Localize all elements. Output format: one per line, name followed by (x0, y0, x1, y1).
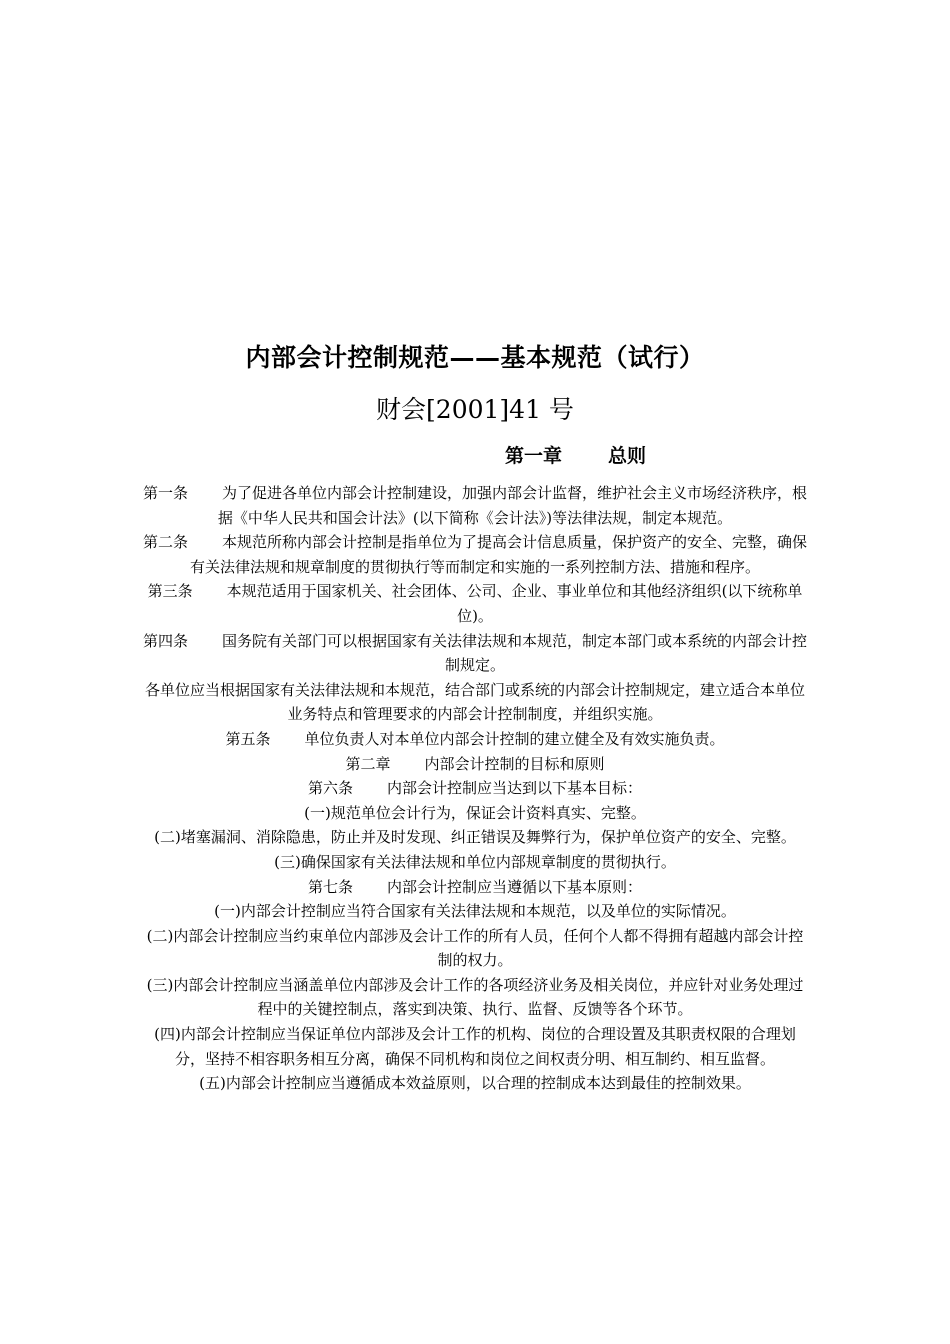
article-paragraph (140, 973, 810, 1022)
article-label: 第四条 (142, 631, 188, 650)
article-paragraph (140, 629, 810, 678)
article-text: (五)内部会计控制应当遵循成本效益原则，以合理的控制成本达到最佳的控制效果。 (199, 1074, 751, 1093)
article-text: (二)内部会计控制应当约束单位内部涉及会计工作的所有人员，任何个人都不得拥有超越内部会计控制的权力。 (146, 926, 804, 970)
article-paragraph (140, 776, 810, 801)
article-label: 第二条 (142, 533, 188, 552)
article-paragraph (140, 801, 810, 826)
chapter-label: 第一章 (505, 445, 563, 467)
article-paragraph (140, 579, 810, 628)
article-text: (三)内部会计控制应当涵盖单位内部涉及会计工作的各项经济业务及相关岗位，并应针对业务处理过程中的关键控制点，落实到决策、执行、监督、反馈等各个环节。 (146, 975, 804, 1019)
article-text: (四)内部会计控制应当保证单位内部涉及会计工作的机构、岗位的合理设置及其职责权限的合理划分，坚持不相容职务相互分离，确保不同机构和岗位之间权责分明、相互制约、相互监督。 (154, 1025, 796, 1068)
article-paragraph (140, 899, 810, 924)
document-number: 财会[2001]41 号 (376, 395, 574, 424)
article-label: 第三条 (147, 582, 193, 601)
article-label: 第七条 (307, 877, 353, 896)
article-paragraph (140, 752, 810, 777)
article-paragraph (140, 481, 810, 530)
article-paragraph (140, 1022, 810, 1071)
article-text: 内部会计控制的目标和原则 (424, 754, 605, 773)
document-body (140, 481, 810, 1096)
article-paragraph (140, 678, 810, 727)
article-label: 第二章 (345, 754, 391, 773)
article-paragraph (140, 727, 810, 752)
article-paragraph (140, 825, 810, 850)
article-text: 单位负责人对本单位内部会计控制的建立健全及有效实施负责。 (304, 729, 725, 748)
chapter-heading (505, 440, 646, 472)
article-paragraph (140, 875, 810, 900)
article-text: 内部会计控制应当遵循以下基本原则： (387, 877, 643, 896)
article-text: 各单位应当根据国家有关法律法规和本规范，结合部门或系统的内部会计控制规定，建立适合本单位业务特点和管理要求的内部会计控制制度，并组织实施。 (144, 680, 805, 724)
chapter-title: 总则 (608, 445, 647, 467)
article-label: 第一条 (142, 484, 188, 502)
article-text: 本规范适用于国家机关、社会团体、公司、企业、事业单位和其他经济组织(以下统称单位)。 (226, 582, 803, 625)
article-text: 为了促进各单位内部会计控制建设，加强内部会计监督，维护社会主义市场经济秩序，根据《中华人民共和国会计法》(以下简称《会计法》)等法律法规，制定本规范。 (217, 484, 808, 527)
article-text: (二)堵塞漏洞、消除隐患，防止并及时发现、纠正错误及舞弊行为，保护单位资产的安全、完整。 (154, 828, 796, 847)
article-text: (三)确保国家有关法律法规和单位内部规章制度的贯彻执行。 (274, 852, 676, 871)
article-paragraph (140, 530, 810, 579)
article-text: 国务院有关部门可以根据国家有关法律法规和本规范，制定本部门或本系统的内部会计控制规定。 (222, 631, 808, 675)
article-text: 本规范所称内部会计控制是指单位为了提高会计信息质量，保护资产的安全、完整，确保有关法律法规和规章制度的贯彻执行等而制定和实施的一系列控制方法、措施和程序。 (189, 533, 808, 576)
article-paragraph (140, 1071, 810, 1096)
document-title: 内部会计控制规范——基本规范（试行） (245, 343, 705, 372)
article-text: 内部会计控制应当达到以下基本目标： (387, 779, 643, 798)
article-text: (一)内部会计控制应当符合国家有关法律法规和本规范，以及单位的实际情况。 (214, 902, 736, 921)
article-label: 第五条 (225, 729, 271, 748)
article-paragraph (140, 850, 810, 875)
article-text: (一)规范单位会计行为，保证会计资料真实、完整。 (304, 803, 646, 822)
article-paragraph (140, 924, 810, 973)
article-label: 第六条 (307, 779, 353, 798)
